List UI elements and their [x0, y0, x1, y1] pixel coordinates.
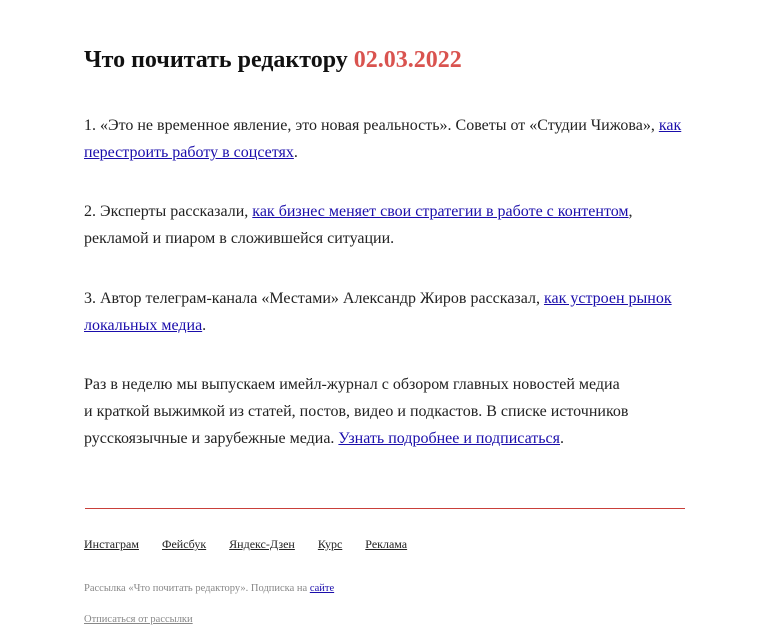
news-item-1-link[interactable]: как перестроить работу в соцсетях — [84, 117, 682, 161]
site-link[interactable]: сайте — [309, 583, 335, 594]
news-item-2-text: 2. Эксперты рассказали, — [84, 203, 253, 220]
news-item-1-text: 1. «Это не временное явление, это новая реальность». Советы от «Студии Чижова», — [84, 117, 659, 134]
footer-social-links — [84, 536, 430, 552]
issue-date: 02.03.2022 — [353, 47, 462, 73]
news-item-3-link[interactable]: как устроен рынок локальных медиа — [84, 290, 672, 334]
footer-link-course[interactable]: Курс — [317, 537, 343, 551]
subscription-note — [84, 582, 334, 596]
about-line-1: Раз в неделю мы выпускаем имейл-журнал с обзором главных новостей медиа — [84, 376, 620, 393]
about-paragraph — [84, 371, 685, 452]
title-text: Что почитать редактору — [84, 47, 348, 73]
subscribe-link[interactable]: Узнать подробнее и подписаться — [338, 430, 561, 447]
news-item-2 — [84, 198, 685, 252]
footer-link-yandex-zen[interactable]: Яндекс-Дзен — [229, 537, 295, 551]
footer-divider — [85, 508, 685, 509]
news-item-1-end: . — [293, 144, 298, 161]
unsubscribe-link[interactable]: Отписаться от рассылки — [84, 614, 193, 625]
about-end: . — [560, 430, 565, 447]
footer-link-instagram[interactable]: Инстаграм — [84, 537, 139, 551]
subscription-note-text: Рассылка «Что почитать редактору». Подписка на — [84, 583, 310, 594]
news-item-2-link[interactable]: как бизнес меняет свои стратегии в работе с контентом — [252, 203, 629, 220]
footer-link-ads[interactable]: Реклама — [365, 537, 408, 551]
news-item-1 — [84, 112, 685, 166]
footer-link-facebook[interactable]: Фейсбук — [161, 537, 207, 551]
news-item-3-text: 3. Автор телеграм-канала «Местами» Александр Жиров рассказал, — [84, 290, 544, 307]
page-title — [84, 44, 462, 76]
about-line-2: и краткой выжимкой из статей, постов, видео и подкастов. В списке источников — [84, 403, 629, 420]
about-line-3: русскоязычные и зарубежные медиа. — [84, 430, 339, 447]
unsubscribe-row — [84, 613, 193, 627]
news-item-2-end: , рекламой и пиаром в сложившейся ситуации. — [84, 203, 633, 247]
news-item-3 — [84, 285, 685, 339]
news-item-3-end: . — [202, 317, 207, 334]
